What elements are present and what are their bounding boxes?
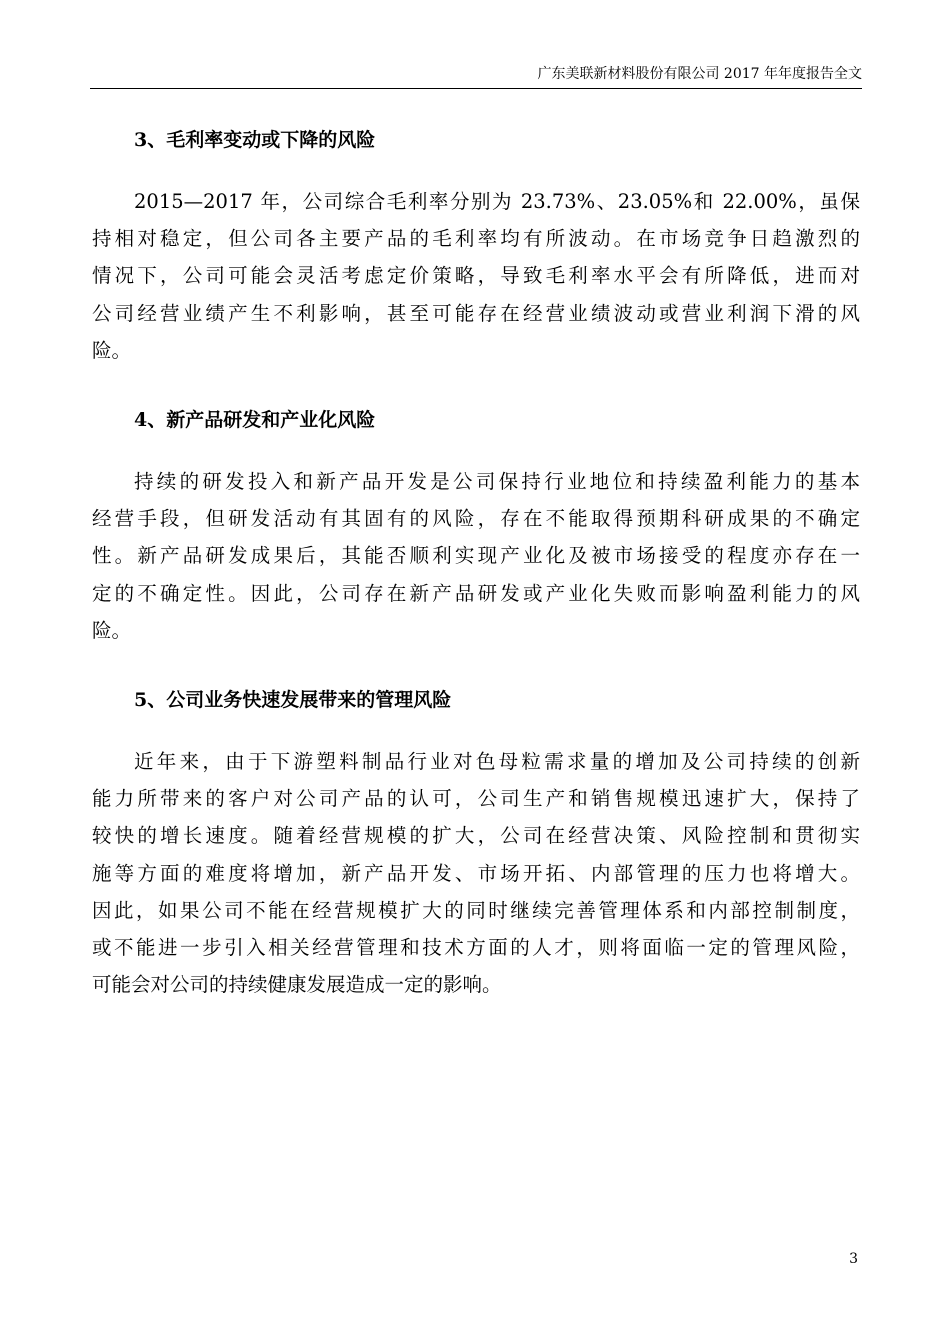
paragraph-line: 持续的研发投入和新产品开发是公司保持行业地位和持续盈利能力的基本 bbox=[134, 470, 860, 494]
paragraph-line: 可能会对公司的持续健康发展造成一定的影响。 bbox=[92, 973, 502, 997]
paragraph-line: 情况下，公司可能会灵活考虑定价策略，导致毛利率水平会有所降低，进而对 bbox=[92, 264, 860, 288]
section-paragraph-management-risk bbox=[92, 743, 860, 1003]
paragraph-line: 2015—2017 年，公司综合毛利率分别为 23.73%、23.05%和 22.00%，虽保 bbox=[134, 190, 860, 213]
paragraph-line: 经营手段，但研发活动有其固有的风险，存在不能取得预期科研成果的不确定 bbox=[92, 507, 860, 531]
paragraph-line: 险。 bbox=[92, 618, 132, 642]
paragraph-line: 较快的增长速度。随着经营规模的扩大，公司在经营决策、风险控制和贯彻实 bbox=[92, 824, 860, 848]
paragraph-line: 施等方面的难度将增加，新产品开发、市场开拓、内部管理的压力也将增大。 bbox=[92, 861, 860, 885]
paragraph-line: 险。 bbox=[92, 338, 132, 362]
paragraph-line: 公司经营业绩产生不利影响，甚至可能存在经营业绩波动或营业利润下滑的风 bbox=[92, 301, 860, 325]
header-title: 广东美联新材料股份有限公司 2017 年年度报告全文 bbox=[537, 66, 862, 82]
section-heading-management-risk: 5、公司业务快速发展带来的管理风险 bbox=[134, 689, 452, 712]
document-body bbox=[92, 123, 860, 1037]
paragraph-line: 定的不确定性。因此，公司存在新产品研发或产业化失败而影响盈利能力的风 bbox=[92, 581, 860, 605]
section-heading-new-product-risk: 4、新产品研发和产业化风险 bbox=[134, 409, 376, 432]
paragraph-line: 因此，如果公司不能在经营规模扩大的同时继续完善管理体系和内部控制制度， bbox=[92, 898, 860, 922]
section-paragraph-gross-margin-risk bbox=[92, 183, 860, 369]
paragraph-line: 持相对稳定，但公司各主要产品的毛利率均有所波动。在市场竞争日趋激烈的 bbox=[92, 227, 860, 251]
paragraph-line: 或不能进一步引入相关经营管理和技术方面的人才，则将面临一定的管理风险， bbox=[92, 936, 860, 960]
paragraph-line: 性。新产品研发成果后，其能否顺利实现产业化及被市场接受的程度亦存在一 bbox=[92, 544, 860, 568]
section-paragraph-new-product-risk bbox=[92, 463, 860, 649]
paragraph-line: 能力所带来的客户对公司产品的认可，公司生产和销售规模迅速扩大，保持了 bbox=[92, 787, 860, 811]
section-heading-gross-margin-risk: 3、毛利率变动或下降的风险 bbox=[134, 129, 376, 151]
page-number: 3 bbox=[849, 1251, 858, 1267]
page-header bbox=[90, 64, 862, 89]
paragraph-line: 近年来，由于下游塑料制品行业对色母粒需求量的增加及公司持续的创新 bbox=[134, 750, 860, 774]
